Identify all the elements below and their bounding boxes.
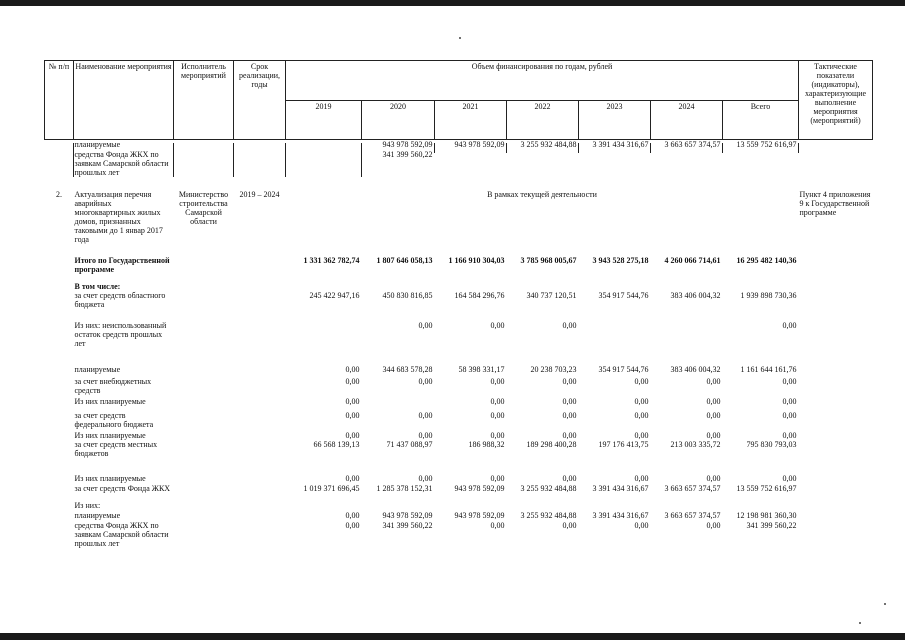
row-name: Из них: (74, 500, 101, 510)
row-value: 0,00 (562, 430, 577, 440)
row-value: 0,00 (706, 376, 721, 386)
row-number (45, 431, 74, 440)
row-term (234, 291, 286, 321)
table-row (45, 484, 873, 501)
row-executor (174, 321, 234, 365)
row-indicator (799, 521, 873, 551)
row-value: 0,00 (782, 396, 797, 406)
row-value (651, 501, 723, 511)
row-name: Итого по Государственной программе (74, 255, 170, 274)
table-row (45, 474, 873, 484)
row-value: 0,00 (490, 520, 505, 530)
row-value: 0,00 (418, 376, 433, 386)
row-value: 0,00 (345, 364, 360, 374)
row-number (45, 511, 74, 521)
row-value: 13 559 752 616,97 (736, 483, 797, 493)
row-term (234, 440, 286, 474)
row-value: 341 399 560,22 (382, 149, 433, 159)
row-number (45, 140, 74, 150)
row-value: 3 391 434 316,67 (592, 510, 649, 520)
row-value: 3 663 657 374,57 (664, 510, 721, 520)
row-number (45, 440, 74, 474)
row-value: 12 198 981 360,30 (736, 510, 797, 520)
row-indicator (799, 291, 873, 321)
row-number (45, 501, 74, 511)
row-value: 0,00 (706, 396, 721, 406)
header-funding: Объем финансирования по годам, рублей (286, 61, 799, 101)
row-executor (174, 140, 234, 150)
row-value (723, 501, 799, 511)
row-executor (174, 474, 234, 484)
row-value: 0,00 (634, 473, 649, 483)
row-number (45, 321, 74, 365)
column-rule (578, 143, 579, 153)
row-executor (174, 521, 234, 551)
row-name: за счет средств местных бюджетов (74, 439, 158, 458)
header-year: 2023 (579, 100, 651, 140)
table-row (45, 411, 873, 431)
row-executor (174, 256, 234, 282)
header-year: 2024 (651, 100, 723, 140)
table-body (45, 140, 873, 551)
row-value: 0,00 (418, 473, 433, 483)
row-name: средства Фонда ЖКХ по заявкам Самарской области прошлых лет (74, 520, 169, 548)
row-value: 0,00 (418, 430, 433, 440)
row-value: 344 683 578,28 (382, 364, 433, 374)
column-rule (233, 143, 234, 177)
row-value: 3 391 434 316,67 (592, 140, 649, 149)
row-indicator (799, 431, 873, 440)
row-value: 0,00 (490, 410, 505, 420)
row-value: 0,00 (706, 430, 721, 440)
row-term (234, 321, 286, 365)
row-value: 795 830 793,03 (746, 439, 797, 449)
row-value: 943 978 592,09 (454, 140, 505, 149)
row-value: 1 285 378 152,31 (376, 483, 433, 493)
row-value (435, 282, 507, 291)
row-value (286, 321, 362, 365)
row-number (45, 256, 74, 282)
row-value: 197 176 413,75 (598, 439, 649, 449)
table-row (45, 511, 873, 521)
column-rule (434, 143, 435, 153)
row-executor: Министерство строительства Самарской области (178, 189, 229, 226)
row-value (579, 501, 651, 511)
row-indicator (799, 140, 873, 150)
row-note: В рамках текущей деятельности (487, 189, 597, 199)
column-rule (361, 143, 362, 177)
row-number (45, 377, 74, 397)
header-year: 2022 (507, 100, 579, 140)
row-executor (174, 377, 234, 397)
row-executor (174, 440, 234, 474)
column-rule (650, 143, 651, 153)
row-value (286, 501, 362, 511)
row-value: 245 422 947,16 (309, 290, 360, 300)
row-value: 0,00 (782, 376, 797, 386)
row-value: 943 978 592,09 (454, 483, 505, 493)
row-name: за счет внебюджетных средств (74, 376, 152, 395)
row-value: 1 331 362 782,74 (303, 255, 360, 265)
bottom-scan-border (0, 633, 905, 640)
column-rule (285, 143, 286, 177)
table-row (45, 140, 873, 150)
row-value: 0,00 (562, 410, 577, 420)
row-number (45, 365, 74, 377)
row-value: 340 737 120,51 (526, 290, 577, 300)
row-value: 0,00 (634, 410, 649, 420)
row-value: 3 785 968 005,67 (520, 255, 577, 265)
row-indicator (799, 365, 873, 377)
row-value (435, 501, 507, 511)
header-year: 2021 (435, 100, 507, 140)
financing-table (44, 60, 873, 551)
row-number (45, 397, 74, 411)
row-value: 0,00 (782, 320, 797, 330)
row-number (45, 291, 74, 321)
row-number: 2. (56, 189, 62, 199)
row-value: 3 663 657 374,57 (664, 140, 721, 149)
row-value (286, 282, 362, 291)
header-indicators: Тактические показатели (индикаторы), характеризующие выполнение мероприятия (мероприятий) (799, 61, 873, 140)
row-value (362, 397, 435, 411)
row-value: 0,00 (782, 410, 797, 420)
row-name: В том числе: (74, 281, 121, 291)
row-value: 450 830 816,85 (382, 290, 433, 300)
row-value: 0,00 (490, 320, 505, 330)
row-name: планируемые (74, 510, 121, 520)
row-name: Из них: неиспользованный остаток средств прошлых лет (74, 320, 167, 348)
row-term (234, 411, 286, 431)
row-indicator (799, 150, 873, 190)
row-name: Актуализация перечня аварийных многоквартирных жилых домов, признанных таковыми до 1 январ 2017 года (74, 189, 163, 244)
row-term (234, 377, 286, 397)
row-value: 1 939 898 730,36 (740, 290, 797, 300)
row-value: 0,00 (418, 410, 433, 420)
row-name: за счет средств Фонда ЖКХ (74, 483, 171, 493)
row-value: 213 003 335,72 (670, 439, 721, 449)
row-value (286, 140, 362, 150)
row-indicator (799, 440, 873, 474)
row-value: 943 978 592,09 (382, 510, 433, 520)
row-value: 0,00 (345, 396, 360, 406)
row-value: 3 255 932 484,88 (520, 483, 577, 493)
row-number (45, 474, 74, 484)
row-indicator (799, 501, 873, 511)
row-executor (174, 501, 234, 511)
row-value: 0,00 (345, 510, 360, 520)
row-value: 0,00 (634, 396, 649, 406)
row-name: за счет средств федерального бюджета (74, 410, 154, 429)
row-value: 0,00 (490, 396, 505, 406)
row-value: 16 295 482 140,36 (736, 255, 797, 265)
row-name: Из них планируемые (74, 396, 146, 406)
row-value: 66 568 139,13 (313, 439, 360, 449)
row-value: 0,00 (345, 430, 360, 440)
row-term (234, 474, 286, 484)
row-value: 186 988,32 (468, 439, 505, 449)
row-value: 3 255 932 484,88 (520, 140, 577, 149)
row-value (435, 150, 507, 190)
row-value (579, 321, 651, 365)
row-executor (174, 411, 234, 431)
row-value: 0,00 (345, 410, 360, 420)
row-value: 0,00 (634, 376, 649, 386)
row-indicator (799, 511, 873, 521)
table-row (45, 321, 873, 365)
table-header (45, 61, 873, 140)
column-rule (798, 143, 799, 153)
header-total: Всего (723, 100, 799, 140)
row-executor (174, 397, 234, 411)
row-value: 0,00 (345, 520, 360, 530)
header-no: № п/п (45, 61, 74, 140)
row-value: 13 559 752 616,97 (736, 140, 797, 149)
row-number (45, 521, 74, 551)
row-name: Из них планируемые (74, 430, 146, 440)
row-name: средства Фонда ЖКХ по заявкам Самарской области прошлых лет (74, 149, 169, 177)
row-value: 354 917 544,76 (598, 364, 649, 374)
row-value: 58 398 331,17 (458, 364, 505, 374)
row-value: 0,00 (782, 473, 797, 483)
header-executor: Исполнитель мероприятий (174, 61, 234, 140)
row-term (234, 282, 286, 291)
row-value: 20 238 703,23 (530, 364, 577, 374)
row-indicator (799, 256, 873, 282)
table-row (45, 190, 873, 256)
row-value (362, 501, 435, 511)
row-value: 354 917 544,76 (598, 290, 649, 300)
row-term (234, 140, 286, 150)
row-value: 0,00 (706, 473, 721, 483)
row-value: 4 260 066 714,61 (664, 255, 721, 265)
scan-speck (859, 622, 861, 624)
row-value: 189 298 400,28 (526, 439, 577, 449)
table-row (45, 431, 873, 440)
row-term (234, 501, 286, 511)
row-value: 0,00 (706, 410, 721, 420)
row-term (234, 484, 286, 501)
row-value: 943 978 592,09 (454, 510, 505, 520)
row-executor (174, 511, 234, 521)
row-indicator (799, 282, 873, 291)
row-term (234, 511, 286, 521)
row-value (723, 282, 799, 291)
table-row (45, 521, 873, 551)
row-term (234, 397, 286, 411)
column-rule (173, 143, 174, 177)
row-value: 383 406 004,32 (670, 290, 721, 300)
row-value: 0,00 (490, 376, 505, 386)
row-indicator (799, 377, 873, 397)
table-row (45, 282, 873, 291)
row-term (234, 256, 286, 282)
row-value: 0,00 (562, 520, 577, 530)
row-value (507, 501, 579, 511)
row-number (45, 484, 74, 501)
table-row (45, 150, 873, 190)
row-executor (174, 291, 234, 321)
row-number (45, 411, 74, 431)
row-value: 0,00 (562, 396, 577, 406)
header-term: Срок реализации, годы (234, 61, 286, 140)
row-value (723, 150, 799, 190)
row-value: 0,00 (345, 473, 360, 483)
row-value: 383 406 004,32 (670, 364, 721, 374)
row-value: 943 978 592,09 (382, 140, 433, 149)
table-row (45, 377, 873, 397)
row-name: планируемые (74, 364, 121, 374)
header-year: 2020 (362, 100, 435, 140)
row-name: за счет средств областного бюджета (74, 290, 166, 309)
row-value (651, 150, 723, 190)
row-name: Из них планируемые (74, 473, 146, 483)
row-term (234, 521, 286, 551)
row-value: 0,00 (345, 376, 360, 386)
row-value: 341 399 560,22 (746, 520, 797, 530)
row-executor (174, 150, 234, 190)
row-value: 341 399 560,22 (382, 520, 433, 530)
row-value: 0,00 (490, 430, 505, 440)
row-value: 1 166 910 304,03 (448, 255, 505, 265)
column-rule (73, 143, 74, 177)
scan-speck (884, 603, 886, 605)
row-value (651, 321, 723, 365)
row-term (234, 365, 286, 377)
row-value (507, 282, 579, 291)
column-rule (506, 143, 507, 153)
row-value: 0,00 (490, 473, 505, 483)
scan-speck (459, 37, 461, 39)
row-indicator (799, 484, 873, 501)
row-value: 1 019 371 696,45 (303, 483, 360, 493)
row-term: 2019 – 2024 (239, 189, 280, 199)
row-value: 0,00 (562, 376, 577, 386)
header-name: Наименование мероприятия (74, 61, 174, 140)
row-indicator (799, 321, 873, 365)
table-row (45, 256, 873, 282)
row-executor (174, 365, 234, 377)
row-value: 0,00 (634, 430, 649, 440)
row-value: 1 807 646 058,13 (376, 255, 433, 265)
row-number (45, 282, 74, 291)
row-value: 0,00 (418, 320, 433, 330)
table-row (45, 397, 873, 411)
row-number (45, 150, 74, 190)
row-executor (174, 484, 234, 501)
row-value: 71 437 088,97 (386, 439, 433, 449)
row-indicator (799, 411, 873, 431)
row-value: 0,00 (782, 430, 797, 440)
row-executor (174, 431, 234, 440)
top-scan-border (0, 0, 905, 6)
row-name: планируемые (74, 140, 121, 149)
row-value (651, 282, 723, 291)
row-value: 3 255 932 484,88 (520, 510, 577, 520)
row-value: 3 943 528 275,18 (592, 255, 649, 265)
row-value (579, 282, 651, 291)
row-value (507, 150, 579, 190)
row-value (362, 282, 435, 291)
row-value (286, 150, 362, 190)
table-row (45, 501, 873, 511)
row-value (579, 150, 651, 190)
row-value: 164 584 296,76 (454, 290, 505, 300)
row-term (234, 431, 286, 440)
financing-table-container (44, 60, 873, 551)
header-year: 2019 (286, 100, 362, 140)
column-rule (722, 143, 723, 153)
row-indicator: Пункт 4 приложения 9 к Государственной программе (799, 189, 871, 217)
row-value: 3 663 657 374,57 (664, 483, 721, 493)
row-indicator (799, 397, 873, 411)
table-row (45, 440, 873, 474)
row-value: 0,00 (634, 520, 649, 530)
row-value: 0,00 (562, 320, 577, 330)
row-indicator (799, 474, 873, 484)
row-term (234, 150, 286, 190)
row-executor (174, 282, 234, 291)
row-value: 3 391 434 316,67 (592, 483, 649, 493)
row-value: 0,00 (706, 520, 721, 530)
table-row (45, 365, 873, 377)
row-value: 0,00 (562, 473, 577, 483)
row-value: 1 161 644 161,76 (740, 364, 797, 374)
table-row (45, 291, 873, 321)
